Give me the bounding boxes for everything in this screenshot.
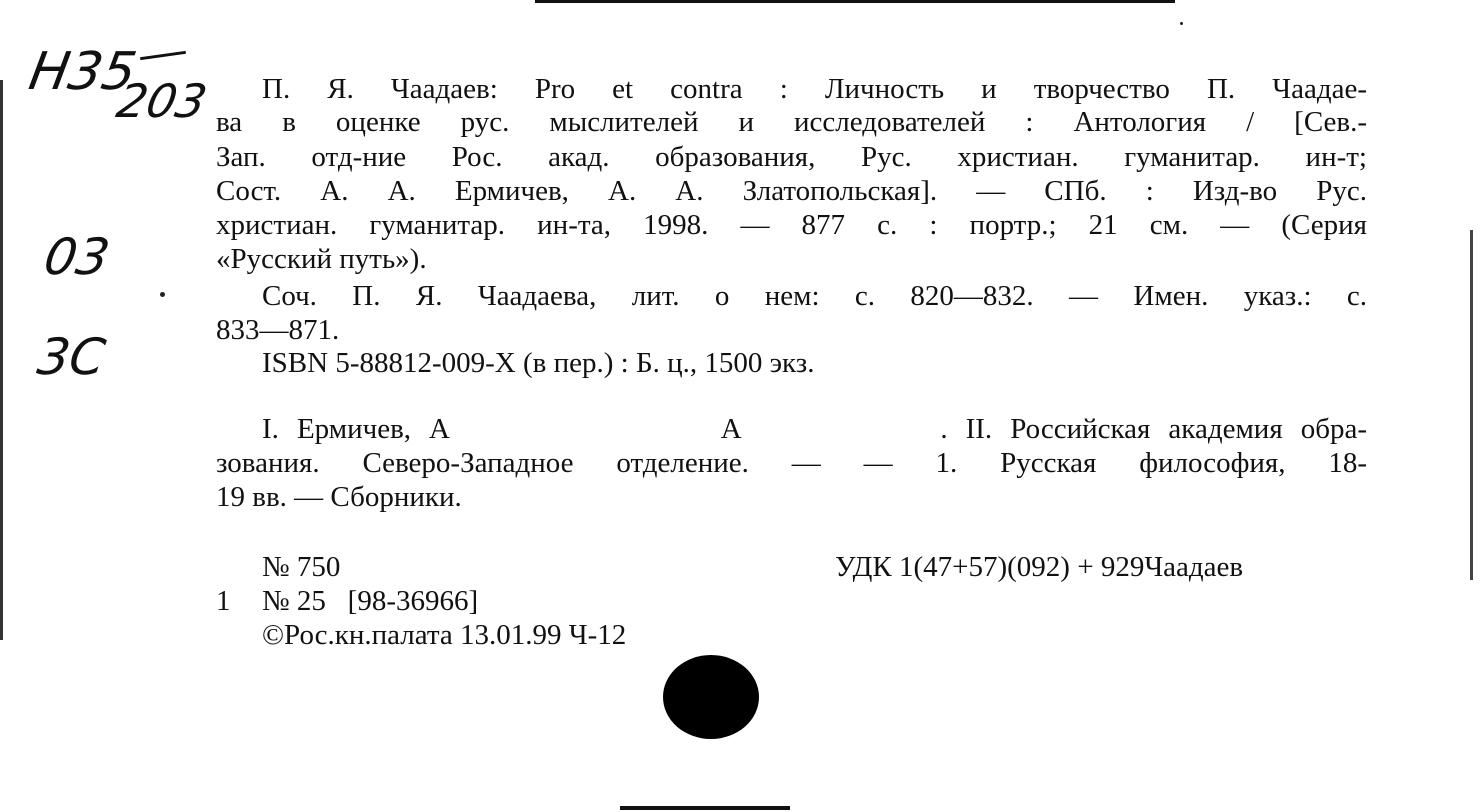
title-line-2: ва в оценке рус. мыслителей и исследователей : Антология / [Сев.- bbox=[216, 106, 1367, 138]
book-chamber-stamp: ©Рос.кн.палата 13.01.99 Ч-12 bbox=[262, 619, 627, 651]
notes-line-1: Соч. П. Я. Чаадаева, лит. о нем: с. 820—832. — Имен. указ.: с. bbox=[262, 280, 1367, 312]
shelf-mark-handwritten: Н35 bbox=[24, 42, 141, 102]
right-edge-rule bbox=[1470, 230, 1473, 580]
tracing-line-2: зования. Северо-Западное отделение. — — 1. Русская философия, 18- bbox=[216, 447, 1367, 479]
title-line-1: П. Я. Чаадаев: Pro et contra : Личность и творчество П. Чаадае- bbox=[262, 73, 1367, 105]
shelf-mark-overline bbox=[140, 51, 186, 60]
tracing-line-3: 19 вв. — Сборники. bbox=[216, 481, 462, 513]
entry-number: № 750 bbox=[262, 551, 341, 583]
card-punch-hole bbox=[663, 655, 759, 739]
top-edge-rule bbox=[535, 0, 1175, 3]
speck bbox=[1180, 22, 1183, 25]
copies-count: 1 bbox=[216, 585, 231, 617]
isbn-line: ISBN 5-88812-009-X (в пер.) : Б. ц., 1500 экз. bbox=[262, 347, 815, 379]
title-line-5: христиан. гуманитар. ин-та, 1998. — 877 с. : портр.; 21 см. — (Серия bbox=[216, 209, 1367, 241]
bottom-edge-rule bbox=[620, 806, 790, 810]
title-line-6: «Русский путь»). bbox=[216, 243, 427, 275]
title-line-4: Сост. А. А. Ермичев, А. А. Златопольская]. — СПб. : Изд-во Рус. bbox=[216, 175, 1367, 207]
code1-handwritten: 03 bbox=[39, 228, 114, 286]
udc-classification: УДК 1(47+57)(092) + 929Чаадаев bbox=[835, 551, 1244, 583]
title-line-3: Зап. отд-ние Рос. акад. образования, Рус. христиан. гуманитар. ин-т; bbox=[216, 141, 1367, 173]
tracing-line-1: I. Ермичев, А А . II. Российская академия обра- bbox=[262, 413, 1367, 445]
left-edge-rule bbox=[0, 80, 3, 640]
speck bbox=[160, 292, 165, 297]
card-number: № 25 [98-36966] bbox=[262, 585, 479, 617]
notes-line-2: 833—871. bbox=[216, 314, 340, 346]
code2-handwritten: 3С bbox=[33, 328, 109, 386]
shelf-sub-handwritten: 203 bbox=[112, 74, 212, 128]
